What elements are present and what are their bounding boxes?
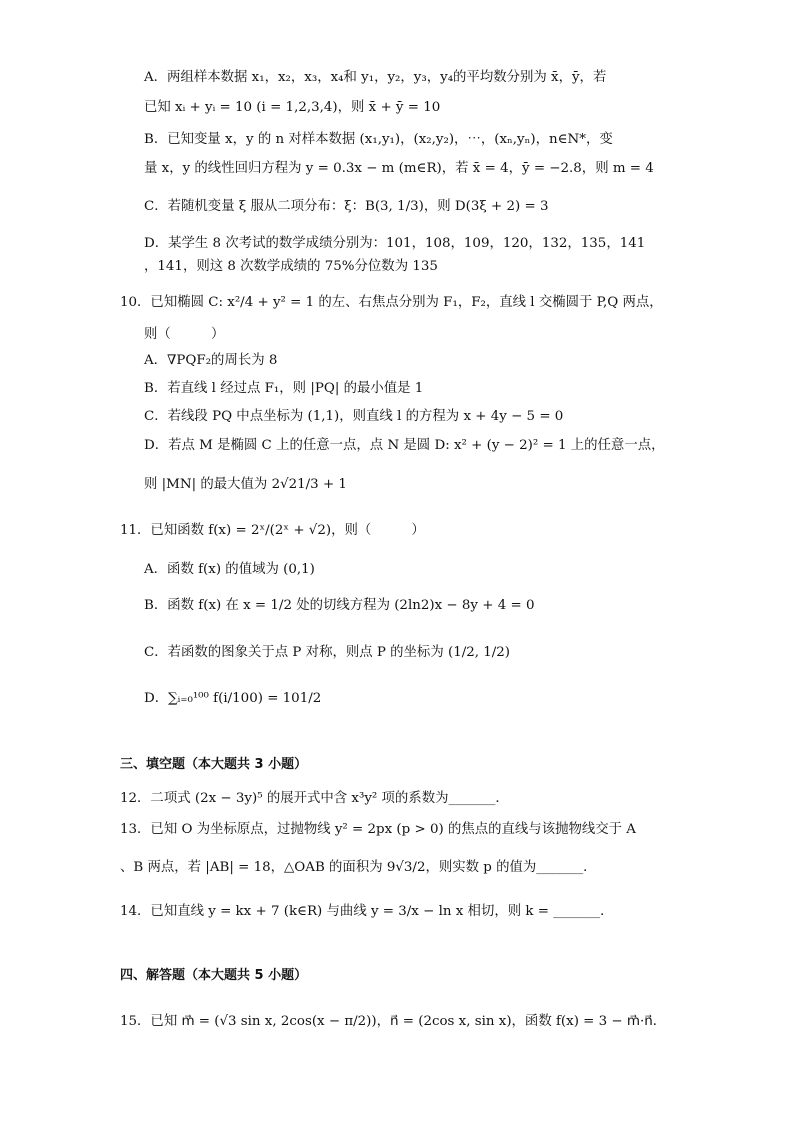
section-4-title: 四、解答题（本大题共 5 小题） [120,968,308,983]
q10-option-d-line2: 则 |MN| 的最大值为 2√21/3 + 1 [144,477,347,492]
q9-option-d-line2: ，141，则这 8 次数学成绩的 75%分位数为 135 [144,259,438,274]
q10-stem-line2: 则（ ） [144,327,225,342]
q9-option-b-line2: 量 x，y 的线性回归方程为 y = 0.3x − m (m∈R)，若 x̄ = 4，ȳ = −2.8，则 m = 4 [144,161,654,176]
q11-option-d: D．∑ᵢ₌₀¹⁰⁰ f(i/100) = 101/2 [144,691,322,706]
q9-option-b-line1: B．已知变量 x，y 的 n 对样本数据 (x₁,y₁)，(x₂,y₂)，⋯，(xₙ,yₙ)，n∈N*，变 [144,132,613,147]
q11-stem: 11．已知函数 f(x) = 2ˣ/(2ˣ + √2)，则（ ） [120,523,425,538]
q11-option-b: B．函数 f(x) 在 x = 1/2 处的切线方程为 (2ln2)x − 8y + 4 = 0 [144,598,535,613]
q10-option-b: B．若直线 l 经过点 F₁，则 |PQ| 的最小值是 1 [144,381,424,396]
q9-option-a-line1: A．两组样本数据 x₁，x₂，x₃，x₄和 y₁，y₂，y₃，y₄的平均数分别为 x̄，ȳ，若 [144,70,607,85]
q9-option-a-line2: 已知 xᵢ + yᵢ = 10 (i = 1,2,3,4)，则 x̄ + ȳ = 10 [144,100,441,115]
q11-option-c: C．若函数的图象关于点 P 对称，则点 P 的坐标为 (1/2, 1/2) [144,645,511,660]
q9-option-c: C．若随机变量 ξ 服从二项分布：ξ：B(3, 1/3)，则 D(3ξ + 2) = 3 [144,199,549,214]
q14: 14．已知直线 y = kx + 7 (k∈R) 与曲线 y = 3/x − ln x 相切，则 k = _______． [120,904,614,919]
q11-option-a: A．函数 f(x) 的值域为 (0,1) [144,562,315,577]
q12: 12．二项式 (2x − 3y)⁵ 的展开式中含 x³y² 项的系数为_______． [120,791,509,806]
q13-line1: 13．已知 O 为坐标原点，过抛物线 y² = 2px (p > 0) 的焦点的直线与该抛物线交于 A [120,822,636,837]
q9-option-d-line1: D．某学生 8 次考试的数学成绩分别为：101，108，109，120，132，135，141 [144,236,646,251]
section-3-title: 三、填空题（本大题共 3 小题） [120,757,308,772]
q10-option-a: A．∇PQF₂的周长为 8 [144,353,278,368]
q10-stem-line1: 10．已知椭圆 C: x²/4 + y² = 1 的左、右焦点分别为 F₁，F₂，直线 l 交椭圆于 P,Q 两点， [120,295,663,310]
q10-option-c: C．若线段 PQ 中点坐标为 (1,1)，则直线 l 的方程为 x + 4y − 5 = 0 [144,409,564,424]
q15: 15．已知 m⃗ = (√3 sin x, 2cos(x − π/2))，n⃗ = (2cos x, sin x)，函数 f(x) = 3 − m⃗·n⃗． [120,1014,667,1029]
q13-line2: 、B 两点，若 |AB| = 18，△OAB 的面积为 9√3/2，则实数 p 的值为_______． [120,860,597,875]
q10-option-d-line1: D．若点 M 是椭圆 C 上的任意一点，点 N 是圆 D: x² + (y − 2)² = 1 上的任意一点， [144,438,665,453]
